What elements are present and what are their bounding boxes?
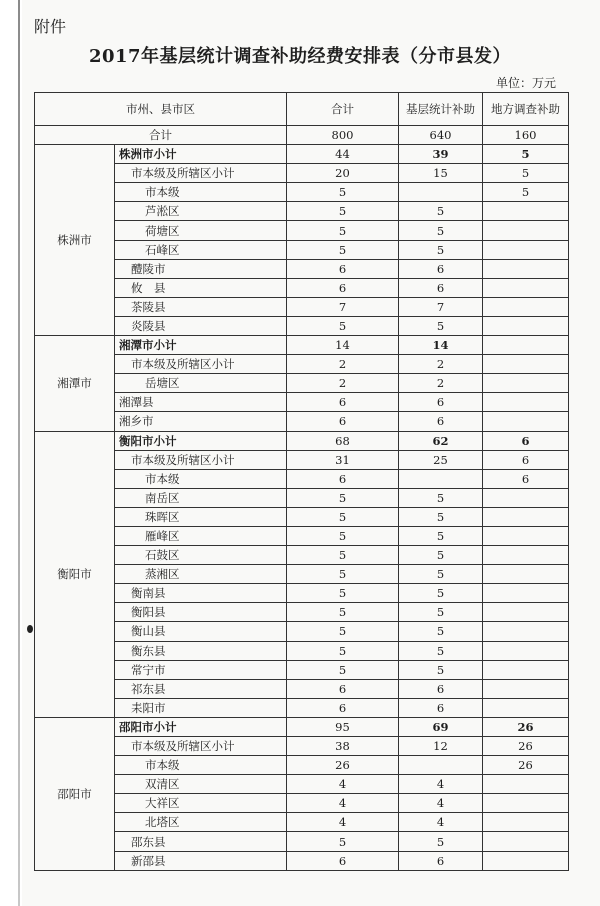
total-amount-cell: 5 — [287, 240, 399, 259]
header-local-subsidy: 地方调查补助 — [483, 93, 569, 126]
basic-amount-cell: 12 — [399, 737, 483, 756]
local-amount-cell — [483, 221, 569, 240]
basic-amount-cell: 6 — [399, 278, 483, 297]
grand-total-row — [35, 126, 569, 145]
local-amount-cell — [483, 813, 569, 832]
local-amount-cell — [483, 851, 569, 870]
local-amount-cell — [483, 202, 569, 221]
local-amount-cell — [483, 355, 569, 374]
local-amount-cell — [483, 546, 569, 565]
local-amount-cell — [483, 240, 569, 259]
basic-amount-cell: 25 — [399, 450, 483, 469]
grand-total-label: 合计 — [35, 126, 287, 145]
basic-amount-cell: 6 — [399, 393, 483, 412]
basic-amount-cell: 15 — [399, 164, 483, 183]
basic-amount-cell: 5 — [399, 507, 483, 526]
basic-amount-cell — [399, 756, 483, 775]
local-amount-cell: 26 — [483, 717, 569, 736]
punch-hole-mark — [27, 625, 33, 633]
table-row — [35, 698, 569, 717]
total-amount-cell: 5 — [287, 316, 399, 335]
basic-amount-cell: 4 — [399, 794, 483, 813]
table-row — [35, 526, 569, 545]
table-row — [35, 488, 569, 507]
local-amount-cell — [483, 641, 569, 660]
total-amount-cell: 5 — [287, 183, 399, 202]
region-name-cell: 大祥区 — [115, 794, 287, 813]
table-row — [35, 221, 569, 240]
local-amount-cell — [483, 374, 569, 393]
local-amount-cell — [483, 278, 569, 297]
table-row — [35, 794, 569, 813]
local-amount-cell — [483, 526, 569, 545]
total-amount-cell: 95 — [287, 717, 399, 736]
local-amount-cell: 5 — [483, 145, 569, 164]
basic-amount-cell: 5 — [399, 546, 483, 565]
table-row — [35, 660, 569, 679]
table-row — [35, 832, 569, 851]
basic-amount-cell: 4 — [399, 775, 483, 794]
basic-amount-cell: 62 — [399, 431, 483, 450]
basic-amount-cell: 5 — [399, 565, 483, 584]
region-name-cell: 市本级及所辖区小计 — [115, 355, 287, 374]
table-row — [35, 164, 569, 183]
table-row — [35, 679, 569, 698]
region-name-cell: 珠晖区 — [115, 507, 287, 526]
region-name-cell: 石峰区 — [115, 240, 287, 259]
region-name-cell: 荷塘区 — [115, 221, 287, 240]
local-amount-cell — [483, 775, 569, 794]
header-basic-subsidy: 基层统计补助 — [399, 93, 483, 126]
table-row — [35, 355, 569, 374]
grand-total-basic: 640 — [399, 126, 483, 145]
local-amount-cell — [483, 316, 569, 335]
subtotal-row — [35, 336, 569, 355]
total-amount-cell: 5 — [287, 488, 399, 507]
region-name-cell: 市本级及所辖区小计 — [115, 450, 287, 469]
region-name-cell: 市本级 — [115, 756, 287, 775]
local-amount-cell — [483, 832, 569, 851]
region-name-cell: 南岳区 — [115, 488, 287, 507]
total-amount-cell: 6 — [287, 412, 399, 431]
total-amount-cell: 31 — [287, 450, 399, 469]
region-name-cell: 株洲市小计 — [115, 145, 287, 164]
region-name-cell: 邵东县 — [115, 832, 287, 851]
basic-amount-cell: 4 — [399, 813, 483, 832]
total-amount-cell: 6 — [287, 679, 399, 698]
total-amount-cell: 5 — [287, 221, 399, 240]
total-amount-cell: 6 — [287, 469, 399, 488]
local-amount-cell: 6 — [483, 469, 569, 488]
total-amount-cell: 6 — [287, 851, 399, 870]
total-amount-cell: 26 — [287, 756, 399, 775]
subtotal-row — [35, 431, 569, 450]
table-row — [35, 565, 569, 584]
local-amount-cell: 26 — [483, 737, 569, 756]
city-name-cell: 衡阳市 — [35, 431, 115, 717]
total-amount-cell: 5 — [287, 660, 399, 679]
local-amount-cell: 6 — [483, 450, 569, 469]
basic-amount-cell: 5 — [399, 316, 483, 335]
table-row — [35, 316, 569, 335]
total-amount-cell: 6 — [287, 698, 399, 717]
table-row — [35, 737, 569, 756]
table-row — [35, 775, 569, 794]
total-amount-cell: 5 — [287, 641, 399, 660]
local-amount-cell — [483, 679, 569, 698]
table-row — [35, 202, 569, 221]
table-row — [35, 278, 569, 297]
total-amount-cell: 5 — [287, 526, 399, 545]
basic-amount-cell: 2 — [399, 355, 483, 374]
region-name-cell: 醴陵市 — [115, 259, 287, 278]
basic-amount-cell: 7 — [399, 297, 483, 316]
table-row — [35, 469, 569, 488]
city-name-cell: 株洲市 — [35, 145, 115, 336]
total-amount-cell: 5 — [287, 565, 399, 584]
table-row — [35, 813, 569, 832]
basic-amount-cell: 14 — [399, 336, 483, 355]
region-name-cell: 北塔区 — [115, 813, 287, 832]
local-amount-cell — [483, 565, 569, 584]
basic-amount-cell: 5 — [399, 202, 483, 221]
local-amount-cell — [483, 393, 569, 412]
region-name-cell: 市本级及所辖区小计 — [115, 737, 287, 756]
table-row — [35, 259, 569, 278]
total-amount-cell: 6 — [287, 393, 399, 412]
basic-amount-cell: 6 — [399, 412, 483, 431]
total-amount-cell: 14 — [287, 336, 399, 355]
basic-amount-cell: 6 — [399, 679, 483, 698]
region-name-cell: 衡阳县 — [115, 603, 287, 622]
region-name-cell: 蒸湘区 — [115, 565, 287, 584]
total-amount-cell: 5 — [287, 202, 399, 221]
region-name-cell: 茶陵县 — [115, 297, 287, 316]
basic-amount-cell: 6 — [399, 851, 483, 870]
region-name-cell: 常宁市 — [115, 660, 287, 679]
basic-amount-cell: 6 — [399, 698, 483, 717]
table-row — [35, 450, 569, 469]
region-name-cell: 新邵县 — [115, 851, 287, 870]
total-amount-cell: 6 — [287, 278, 399, 297]
total-amount-cell: 5 — [287, 584, 399, 603]
table-header-row — [35, 93, 569, 126]
table-row — [35, 603, 569, 622]
table-row — [35, 412, 569, 431]
local-amount-cell: 6 — [483, 431, 569, 450]
table-row — [35, 297, 569, 316]
region-name-cell: 攸 县 — [115, 278, 287, 297]
allocation-table — [34, 92, 569, 871]
table-row — [35, 183, 569, 202]
region-name-cell: 衡东县 — [115, 641, 287, 660]
local-amount-cell: 5 — [483, 183, 569, 202]
total-amount-cell: 4 — [287, 794, 399, 813]
basic-amount-cell: 5 — [399, 221, 483, 240]
subtotal-row — [35, 145, 569, 164]
basic-amount-cell: 2 — [399, 374, 483, 393]
local-amount-cell — [483, 622, 569, 641]
basic-amount-cell — [399, 183, 483, 202]
total-amount-cell: 20 — [287, 164, 399, 183]
table-row — [35, 622, 569, 641]
basic-amount-cell: 5 — [399, 832, 483, 851]
basic-amount-cell: 5 — [399, 641, 483, 660]
total-amount-cell: 38 — [287, 737, 399, 756]
region-name-cell: 湘乡市 — [115, 412, 287, 431]
region-name-cell: 芦淞区 — [115, 202, 287, 221]
local-amount-cell — [483, 507, 569, 526]
total-amount-cell: 6 — [287, 259, 399, 278]
table-row — [35, 756, 569, 775]
city-name-cell: 湘潭市 — [35, 336, 115, 431]
total-amount-cell: 2 — [287, 374, 399, 393]
grand-total-local: 160 — [483, 126, 569, 145]
unit-label: 单位：万元 — [495, 76, 556, 90]
region-name-cell: 耒阳市 — [115, 698, 287, 717]
region-name-cell: 岳塘区 — [115, 374, 287, 393]
header-region: 市州、县市区 — [35, 93, 287, 126]
city-name-cell: 邵阳市 — [35, 717, 115, 870]
basic-amount-cell: 5 — [399, 526, 483, 545]
total-amount-cell: 5 — [287, 603, 399, 622]
total-amount-cell: 2 — [287, 355, 399, 374]
local-amount-cell — [483, 297, 569, 316]
total-amount-cell: 5 — [287, 546, 399, 565]
table-row — [35, 584, 569, 603]
basic-amount-cell: 5 — [399, 584, 483, 603]
table-row — [35, 641, 569, 660]
region-name-cell: 邵阳市小计 — [115, 717, 287, 736]
region-name-cell: 雁峰区 — [115, 526, 287, 545]
total-amount-cell: 5 — [287, 622, 399, 641]
table-row — [35, 374, 569, 393]
attachment-label: 附件 — [34, 17, 67, 36]
local-amount-cell: 26 — [483, 756, 569, 775]
local-amount-cell — [483, 794, 569, 813]
region-name-cell: 湘潭市小计 — [115, 336, 287, 355]
local-amount-cell — [483, 584, 569, 603]
region-name-cell: 石鼓区 — [115, 546, 287, 565]
region-name-cell: 双清区 — [115, 775, 287, 794]
region-name-cell: 祁东县 — [115, 679, 287, 698]
region-name-cell: 市本级 — [115, 183, 287, 202]
table-row — [35, 240, 569, 259]
basic-amount-cell: 5 — [399, 240, 483, 259]
table-row — [35, 546, 569, 565]
local-amount-cell — [483, 412, 569, 431]
basic-amount-cell: 39 — [399, 145, 483, 164]
region-name-cell: 衡南县 — [115, 584, 287, 603]
total-amount-cell: 4 — [287, 813, 399, 832]
total-amount-cell: 44 — [287, 145, 399, 164]
table-row — [35, 851, 569, 870]
region-name-cell: 市本级 — [115, 469, 287, 488]
local-amount-cell — [483, 603, 569, 622]
total-amount-cell: 5 — [287, 507, 399, 526]
region-name-cell: 衡阳市小计 — [115, 431, 287, 450]
local-amount-cell: 5 — [483, 164, 569, 183]
region-name-cell: 湘潭县 — [115, 393, 287, 412]
basic-amount-cell: 5 — [399, 488, 483, 507]
region-name-cell: 市本级及所辖区小计 — [115, 164, 287, 183]
total-amount-cell: 68 — [287, 431, 399, 450]
page-title: 2017年基层统计调查补助经费安排表（分市县发） — [88, 46, 512, 67]
basic-amount-cell: 6 — [399, 259, 483, 278]
region-name-cell: 炎陵县 — [115, 316, 287, 335]
total-amount-cell: 4 — [287, 775, 399, 794]
basic-amount-cell — [399, 469, 483, 488]
local-amount-cell — [483, 336, 569, 355]
subtotal-row — [35, 717, 569, 736]
local-amount-cell — [483, 488, 569, 507]
grand-total-total: 800 — [287, 126, 399, 145]
binding-shadow — [18, 0, 20, 906]
local-amount-cell — [483, 698, 569, 717]
local-amount-cell — [483, 660, 569, 679]
header-total: 合计 — [287, 93, 399, 126]
table-row — [35, 507, 569, 526]
table-row — [35, 393, 569, 412]
basic-amount-cell: 5 — [399, 622, 483, 641]
basic-amount-cell: 69 — [399, 717, 483, 736]
total-amount-cell: 5 — [287, 832, 399, 851]
region-name-cell: 衡山县 — [115, 622, 287, 641]
local-amount-cell — [483, 259, 569, 278]
basic-amount-cell: 5 — [399, 603, 483, 622]
total-amount-cell: 7 — [287, 297, 399, 316]
basic-amount-cell: 5 — [399, 660, 483, 679]
